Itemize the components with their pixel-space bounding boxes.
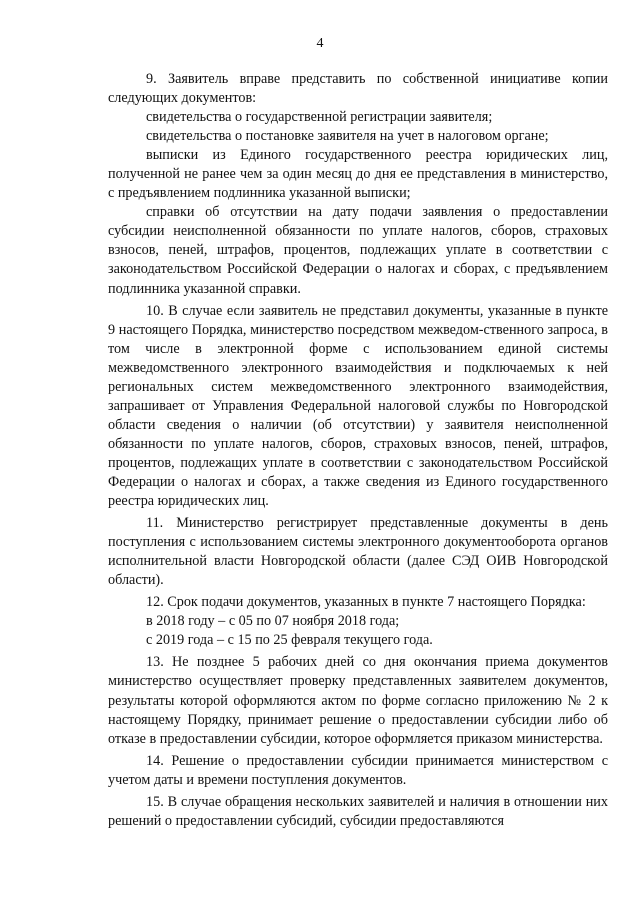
paragraph-12-item-2019: с 2019 года – с 15 по 25 февраля текущего года. <box>146 632 433 649</box>
paragraph-11: 11. Министерство регистрирует представленные документы в день поступления с использованием системы электронного документооборота органов исполнительной власти Новгородской области (далее СЭД ОИВ Новгородской области). <box>108 515 608 589</box>
paragraph-9-item-registry-extract: выписки из Единого государственного реестра юридических лиц, полученной не ранее чем за один месяц до дня ее представления в министерство, с предъявлением подлинника указанной выписки; <box>108 147 608 202</box>
paragraph-12-item-2018: в 2018 году – с 05 по 07 ноября 2018 года; <box>146 613 400 630</box>
paragraph-10: 10. В случае если заявитель не представил документы, указанные в пункте 9 настоящего Порядка, министерство посредством межведом-ственного запроса, в том числе в электронной форме с использованием единой системы межведомственного электронного взаимодействия и подключаемых к ней региональных систем межведомственного электронного взаимодействия, запрашивает от Управления Федеральной налоговой службы по Новгородской области сведения о наличии (об отсутствии) у заявителя неисполненной обязанности по уплате налогов, сборов, страховых взносов, пеней, штрафов, процентов, подлежащих уплате в соответствии с законодательством Российской Федерации о налогах и сборах, а также сведения из Единого государственного реестра юридических лиц. <box>108 302 608 510</box>
paragraph-13: 13. Не позднее 5 рабочих дней со дня окончания приема документов министерство осуществляет проверку представленных заявителем документов, результаты которой оформляются актом по форме согласно приложению № 2 к настоящему Порядку, принимает решение о предоставлении субсидии либо об отказе в предоставлении субсидии, которое оформляется приказом министерства. <box>108 654 608 747</box>
paragraph-9-item-tax-certificate: справки об отсутствии на дату подачи заявления о предоставлении субсидии неисполненной обязанности по уплате налогов, сборов, страховых взносов, пеней, штрафов, процентов, подлежащих уплате в соответствии с законодательством Российской Федерации о налогах и сборах, с предъявлением подлинника указанной справки. <box>108 204 608 297</box>
paragraph-14: 14. Решение о предоставлении субсидии принимается министерством с учетом даты и времени поступления документов. <box>108 752 608 788</box>
page-number: 4 <box>316 36 324 51</box>
paragraph-12: 12. Срок подачи документов, указанных в пункте 7 настоящего Порядка: <box>146 594 586 611</box>
paragraph-15: 15. В случае обращения нескольких заявителей и наличия в отношении них решений о предоставлении субсидий, субсидии предоставляются <box>108 793 608 829</box>
document-body <box>108 70 608 831</box>
paragraph-9-item-registration: свидетельства о государственной регистрации заявителя; <box>146 109 493 126</box>
paragraph-9-item-tax-registration: свидетельства о постановке заявителя на учет в налоговом органе; <box>146 128 549 145</box>
paragraph-9: 9. Заявитель вправе представить по собственной инициативе копии следующих документов: <box>108 71 608 107</box>
